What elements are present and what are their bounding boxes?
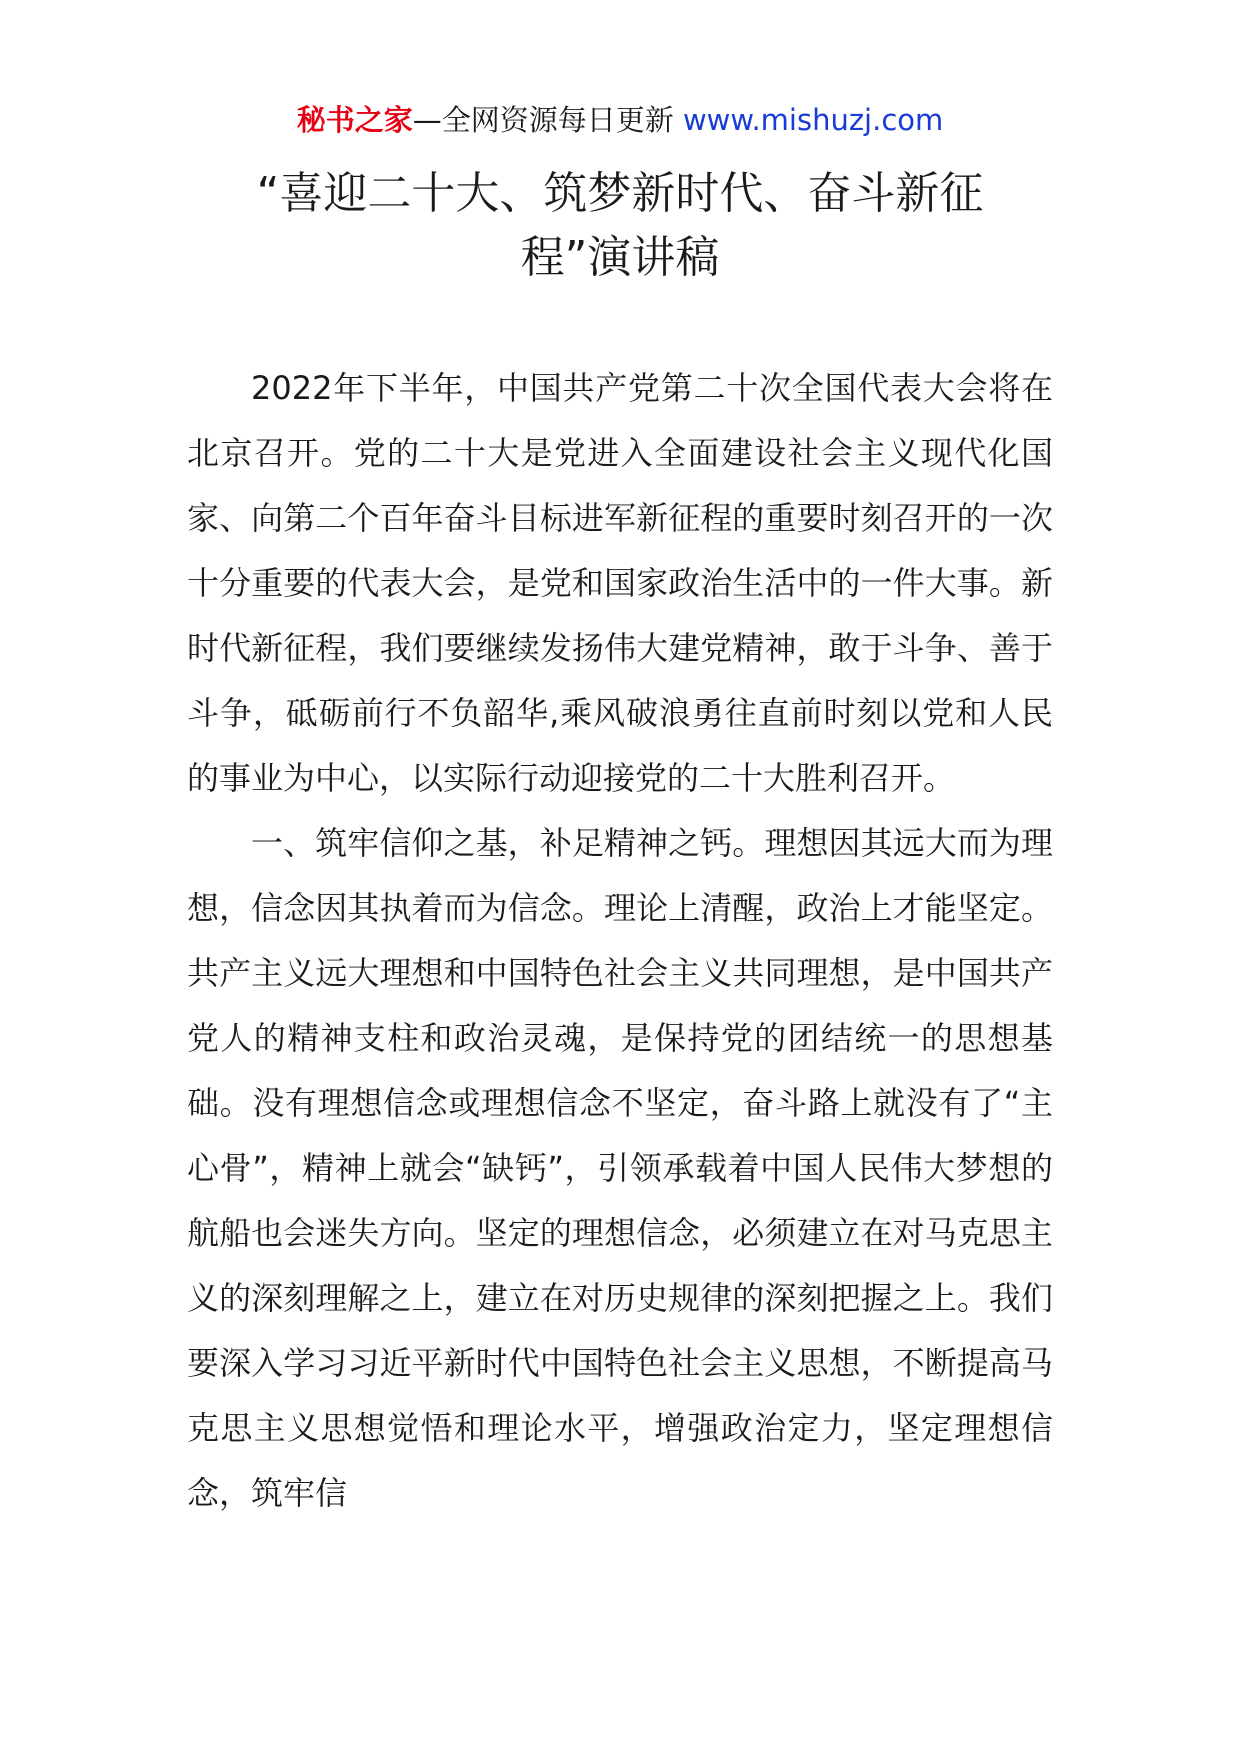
- document-title: [0, 162, 1240, 290]
- document-title-line-1: “喜迎二十大、筑梦新时代、奋斗新征: [256, 168, 984, 219]
- site-header: [0, 100, 1240, 140]
- site-tagline: —全网资源每日更新: [412, 103, 674, 137]
- document-title-line-2: 程”演讲稿: [520, 232, 720, 283]
- document-body: [187, 356, 1053, 1526]
- paragraph-section-one: 一、筑牢信仰之基，补足精神之钙。理想因其远大而为理想，信念因其执着而为信念。理论上清醒，政治上才能坚定。共产主义远大理想和中国特色社会主义共同理想，是中国共产党人的精神支柱和政治灵魂，是保持党的团结统一的思想基础。没有理想信念或理想信念不坚定，奋斗路上就没有了“主心骨”，精神上就会“缺钙”，引领承载着中国人民伟大梦想的航船也会迷失方向。坚定的理想信念，必须建立在对马克思主义的深刻理解之上，建立在对历史规律的深刻把握之上。我们要深入学习习近平新时代中国特色社会主义思想，不断提高马克思主义思想觉悟和理论水平，增强政治定力，坚定理想信念，筑牢信: [187, 824, 1053, 1512]
- site-brand: 秘书之家: [296, 103, 413, 137]
- paragraph-intro: 2022年下半年，中国共产党第二十次全国代表大会将在北京召开。党的二十大是党进入全面建设社会主义现代化国家、向第二个百年奋斗目标进军新征程的重要时刻召开的一次十分重要的代表大会，是党和国家政治生活中的一件大事。新时代新征程，我们要继续发扬伟大建党精神，敢于斗争、善于斗争，砥砺前行不负韶华,乘风破浪勇往直前时刻以党和人民的事业为中心，以实际行动迎接党的二十大胜利召开。: [187, 369, 1053, 797]
- site-url-link[interactable]: www.mishuzj.com: [682, 103, 944, 137]
